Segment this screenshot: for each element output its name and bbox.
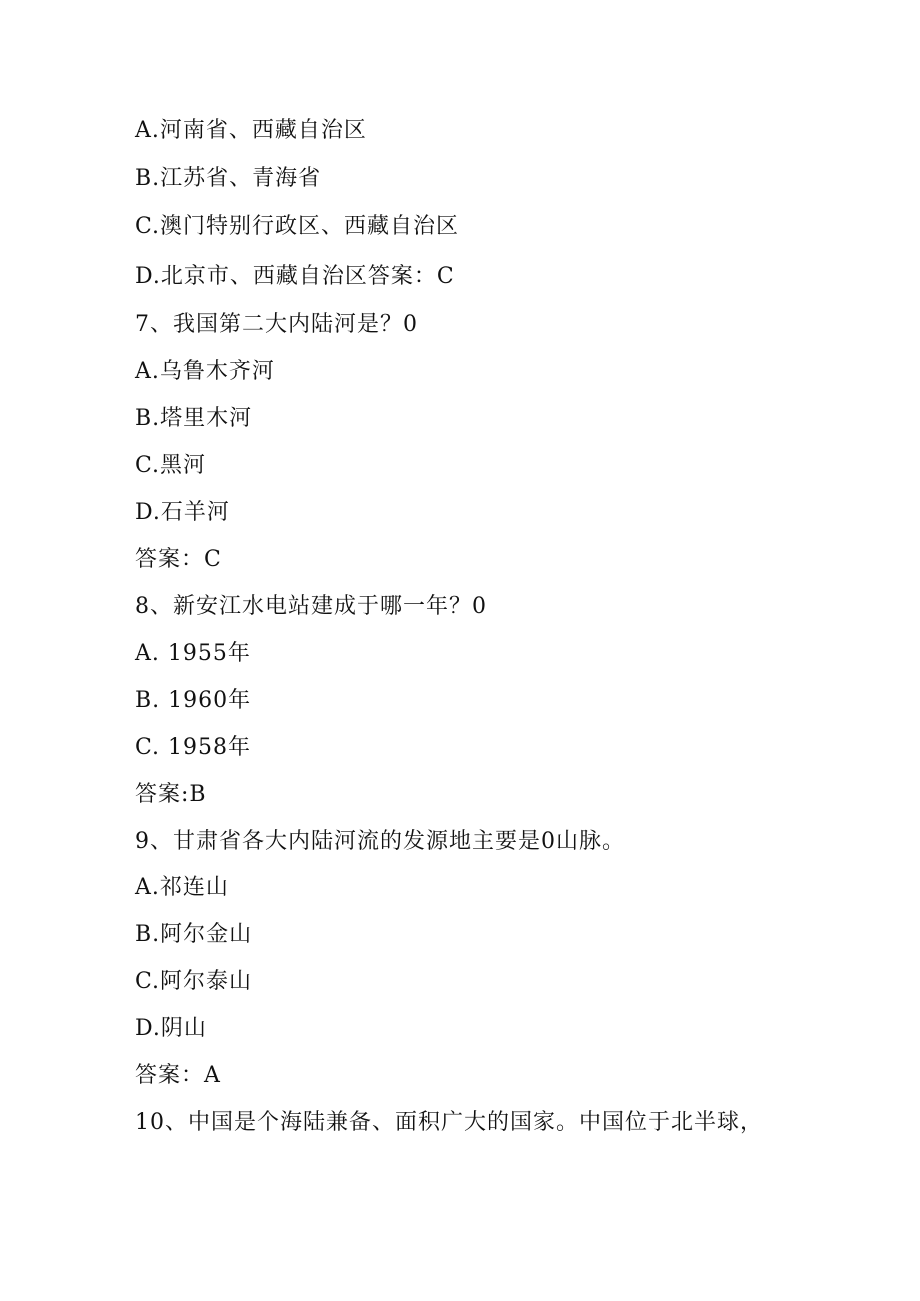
- option-a-q9: A.祁连山: [135, 875, 229, 900]
- question-9: 9、甘肃省各大内陆河流的发源地主要是0山脉。: [135, 829, 625, 854]
- option-a-q7: A.乌鲁木齐河: [135, 359, 275, 384]
- option-c-q9: C.阿尔泰山: [135, 969, 253, 994]
- option-b-q6: B.江苏省、青海省: [135, 166, 322, 191]
- answer-q7: 答案：C: [135, 547, 222, 572]
- question-7: 7、我国第二大内陆河是？0: [135, 312, 418, 337]
- option-a-q8: A. 1955年: [135, 641, 251, 666]
- answer-q8: 答案:B: [135, 782, 207, 807]
- option-a-q6: A.河南省、西藏自治区: [135, 118, 367, 143]
- option-d-answer-q6: D.北京市、西藏自治区答案：C: [135, 264, 455, 289]
- option-d-q7: D.石羊河: [135, 500, 230, 525]
- option-b-q8: B. 1960年: [135, 688, 252, 713]
- option-b-q7: B.塔里木河: [135, 406, 253, 431]
- option-d-q9: D.阴山: [135, 1016, 207, 1041]
- option-c-q6: C.澳门特别行政区、西藏自治区: [135, 214, 460, 239]
- option-b-q9: B.阿尔金山: [135, 922, 253, 947]
- option-c-q7: C.黑河: [135, 453, 207, 478]
- question-10: 10、中国是个海陆兼备、面积广大的国家。中国位于北半球，: [135, 1110, 763, 1135]
- option-c-q8: C. 1958年: [135, 735, 252, 760]
- question-8: 8、新安江水电站建成于哪一年？0: [135, 594, 487, 619]
- answer-q9: 答案：A: [135, 1063, 221, 1088]
